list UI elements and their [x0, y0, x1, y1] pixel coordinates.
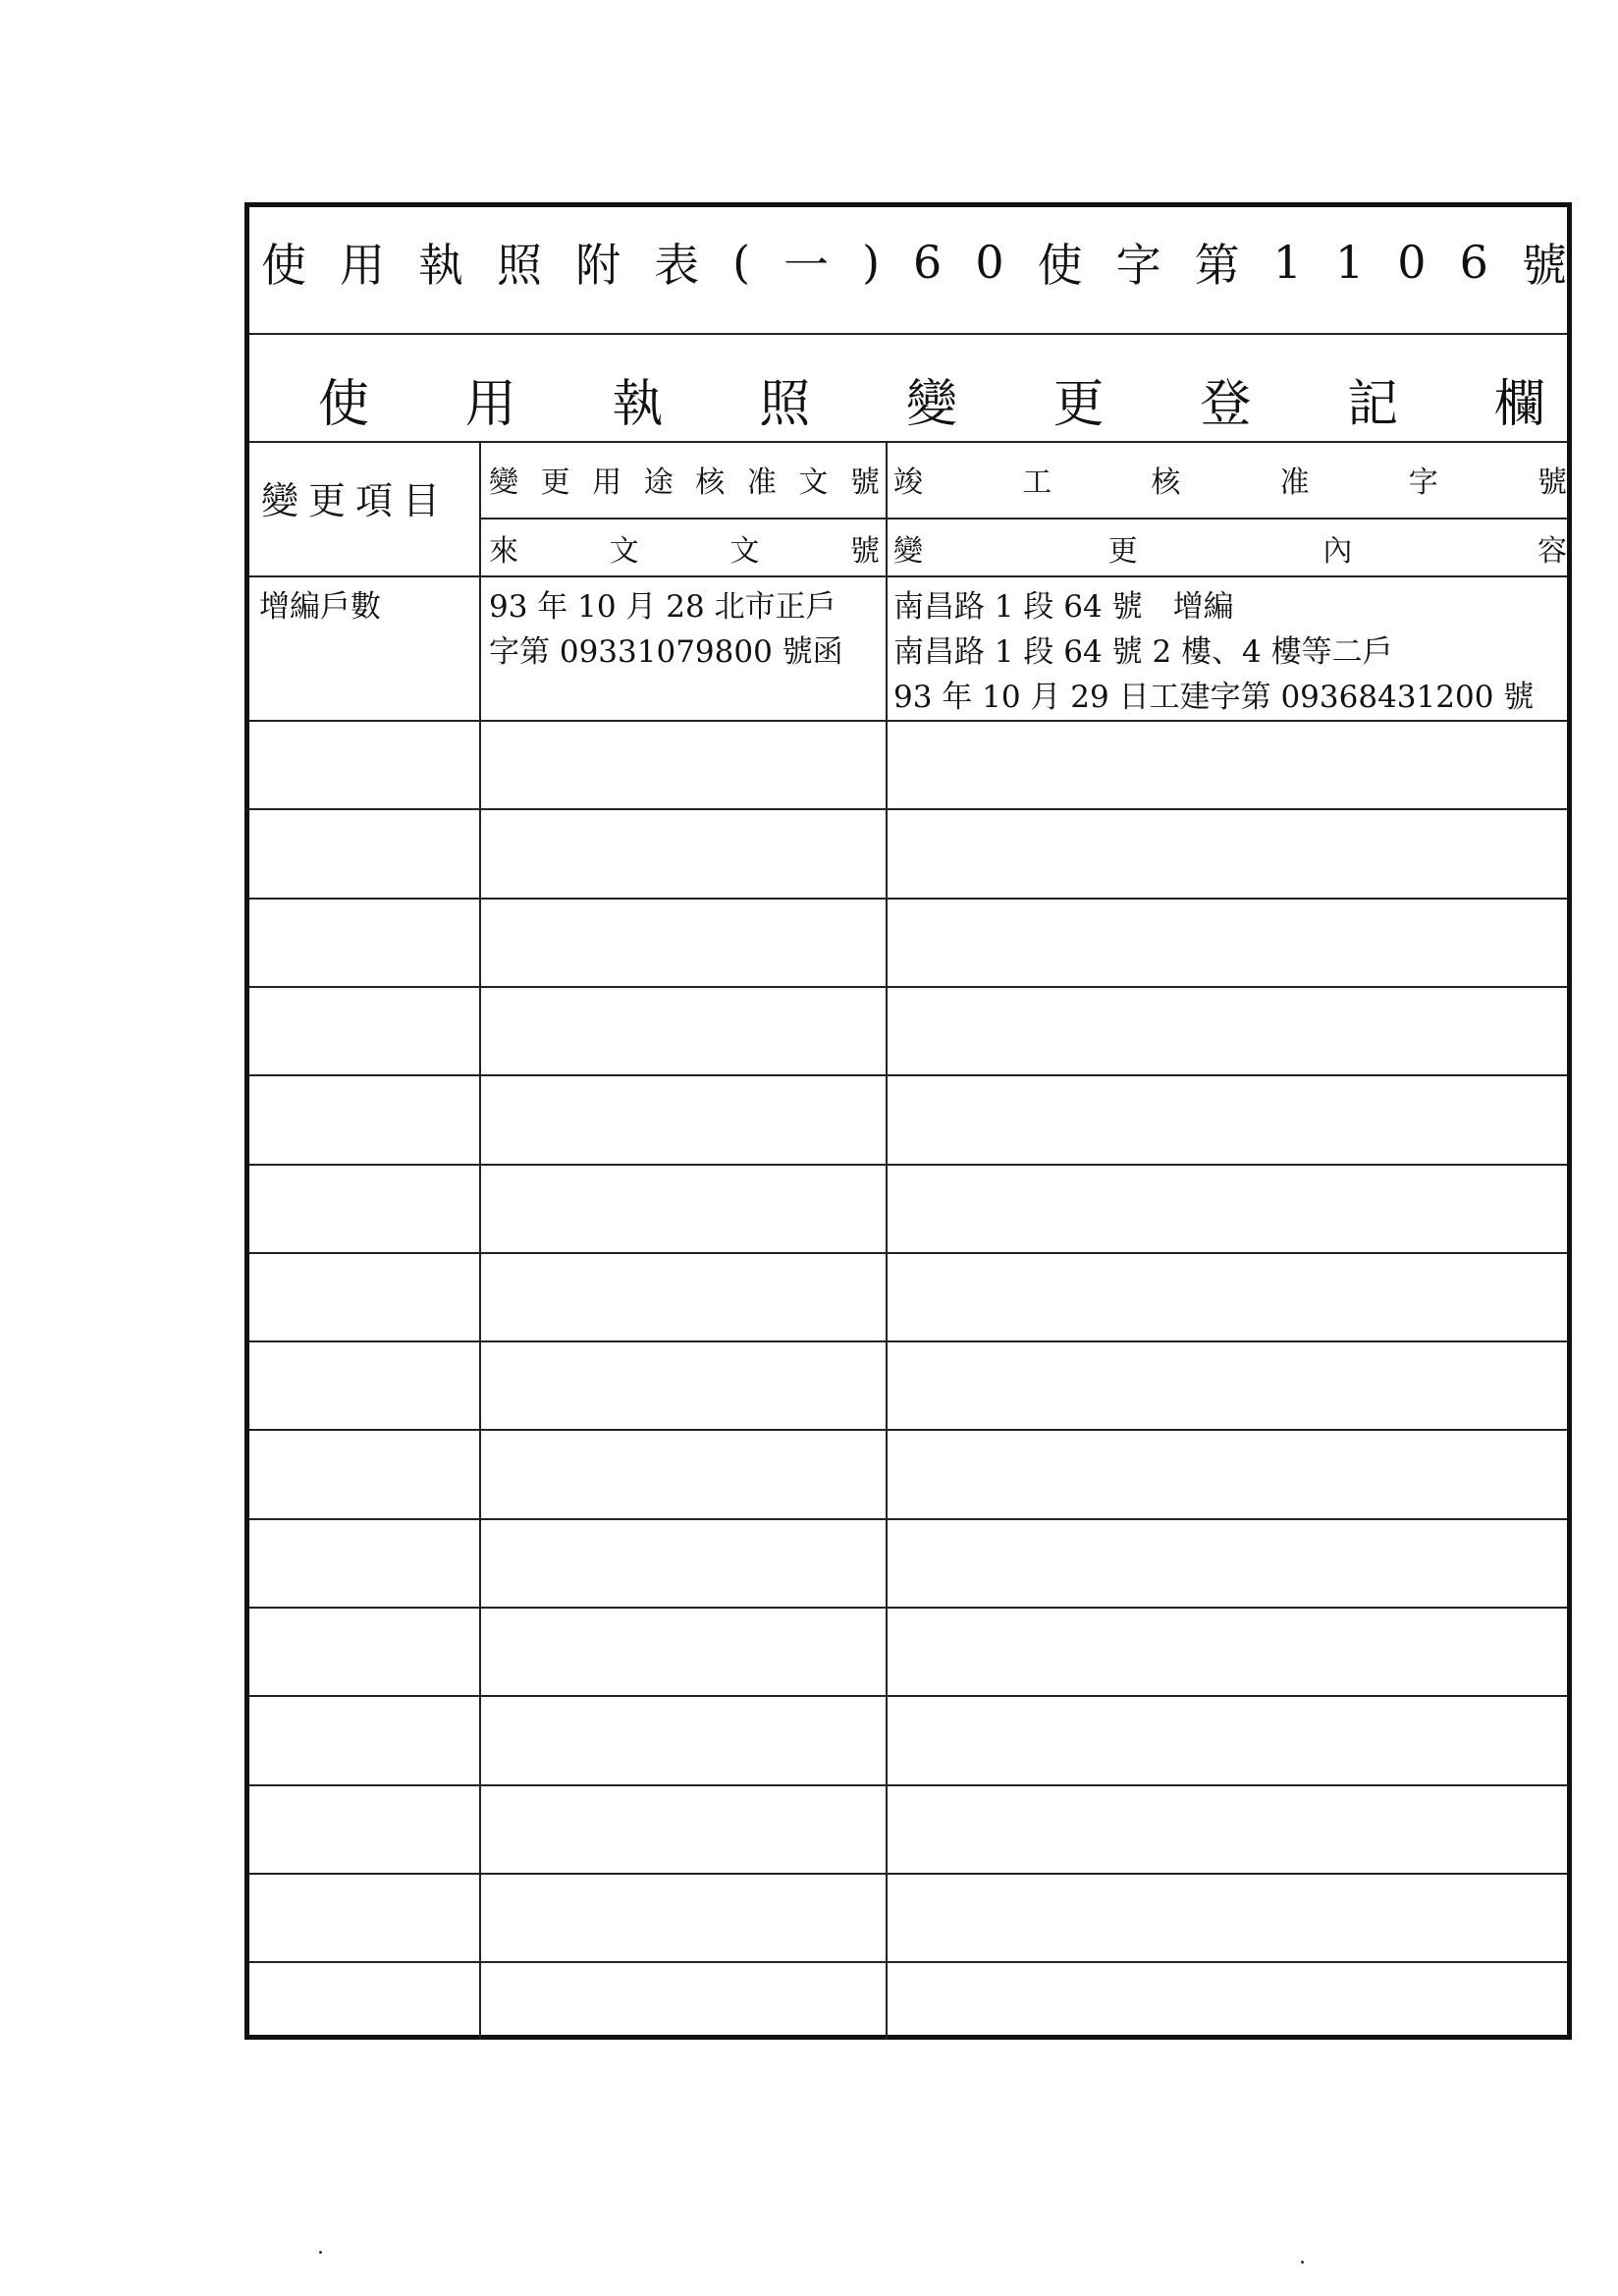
header-char: 來 [489, 534, 518, 569]
heading-char: 登 [1200, 374, 1252, 434]
content-line-1: 南昌路 1 段 64 號 增編 [893, 589, 1234, 625]
row-divider [249, 1518, 1567, 1520]
row-divider [249, 1961, 1567, 1963]
header-char: 核 [1151, 465, 1181, 500]
heading-char: 更 [1052, 374, 1105, 434]
header-char: 變 [489, 465, 518, 500]
title-char: 0 [1397, 236, 1427, 289]
header-char: 內 [1322, 534, 1353, 569]
title-char: 6 [1459, 236, 1488, 289]
scan-speck [319, 2251, 322, 2254]
header-completion-approval-doc [893, 457, 1567, 502]
row-divider [249, 1252, 1567, 1254]
row-divider [249, 1074, 1567, 1076]
row-divider [249, 986, 1567, 988]
row-divider [249, 898, 1567, 900]
row-divider [249, 1695, 1567, 1697]
doc-number-line-2: 字第 09331079800 號函 [489, 634, 843, 670]
header-change-item: 變更項目 [261, 479, 451, 522]
heading-char: 使 [318, 374, 370, 434]
title-char: 第 [1194, 239, 1240, 292]
header-char: 更 [540, 465, 570, 500]
column-divider [886, 441, 888, 2040]
header-char: 竣 [893, 465, 923, 500]
header-char: 准 [1279, 465, 1310, 500]
scan-speck [1301, 2261, 1304, 2264]
row-divider [249, 1340, 1567, 1342]
row-divider [249, 720, 1567, 722]
divider [249, 575, 1567, 577]
row-divider [249, 1873, 1567, 1875]
heading-char: 欄 [1493, 374, 1545, 434]
section-heading [318, 368, 1545, 434]
row-divider [249, 808, 1567, 810]
divider [249, 333, 1567, 335]
title-char: 字 [1115, 239, 1161, 292]
column-divider [479, 441, 481, 2040]
content-line-2: 南昌路 1 段 64 號 2 樓、4 樓等二戶 [893, 634, 1393, 670]
title-char: 6 [913, 236, 943, 289]
heading-char: 執 [612, 374, 664, 434]
header-incoming-doc [489, 527, 880, 569]
heading-char: 變 [905, 374, 957, 434]
header-usage-approval-doc [489, 457, 880, 502]
title-char: 執 [418, 239, 464, 292]
header-char: 文 [729, 534, 760, 569]
title-char: 1 [1272, 236, 1302, 289]
form-title [261, 236, 1567, 292]
header-char: 用 [592, 465, 622, 500]
header-char: 號 [849, 534, 880, 569]
title-char: 照 [497, 239, 543, 292]
header-char: 號 [1537, 465, 1567, 500]
title-char: 一 [783, 239, 830, 292]
header-char: 更 [1107, 534, 1138, 569]
header-char: 號 [849, 465, 880, 500]
row-divider [249, 1429, 1567, 1431]
title-char: 使 [1037, 239, 1083, 292]
heading-char: 用 [464, 374, 516, 434]
header-char: 變 [893, 534, 923, 569]
row-divider [249, 1607, 1567, 1609]
divider [249, 441, 1567, 443]
title-char: 使 [261, 239, 306, 292]
change-item-value: 增編戶數 [259, 589, 381, 625]
heading-char: 記 [1347, 374, 1399, 434]
header-change-content [893, 527, 1567, 569]
usage-permit-form [244, 202, 1572, 2040]
header-char: 容 [1537, 534, 1567, 569]
header-char: 准 [746, 465, 777, 500]
title-char: 附 [575, 239, 621, 292]
divider [479, 518, 1567, 519]
title-char: ( [732, 236, 751, 289]
content-line-3: 93 年 10 月 29 日工建字第 09368431200 號 [893, 680, 1535, 715]
title-char: 表 [654, 239, 700, 292]
header-char: 字 [1408, 465, 1438, 500]
header-char: 文 [609, 534, 639, 569]
header-char: 文 [798, 465, 829, 500]
header-char: 核 [695, 465, 726, 500]
row-divider [249, 1164, 1567, 1166]
title-char: 1 [1334, 236, 1365, 289]
row-divider [249, 1784, 1567, 1786]
doc-number-line-1: 93 年 10 月 28 北市正戶 [489, 589, 836, 625]
header-char: 工 [1022, 465, 1052, 500]
title-char: 號 [1521, 239, 1567, 292]
heading-char: 照 [759, 374, 811, 434]
header-char: 途 [643, 465, 674, 500]
title-char: 用 [340, 239, 386, 292]
title-char: 0 [975, 236, 1004, 289]
title-char: ) [862, 236, 881, 289]
